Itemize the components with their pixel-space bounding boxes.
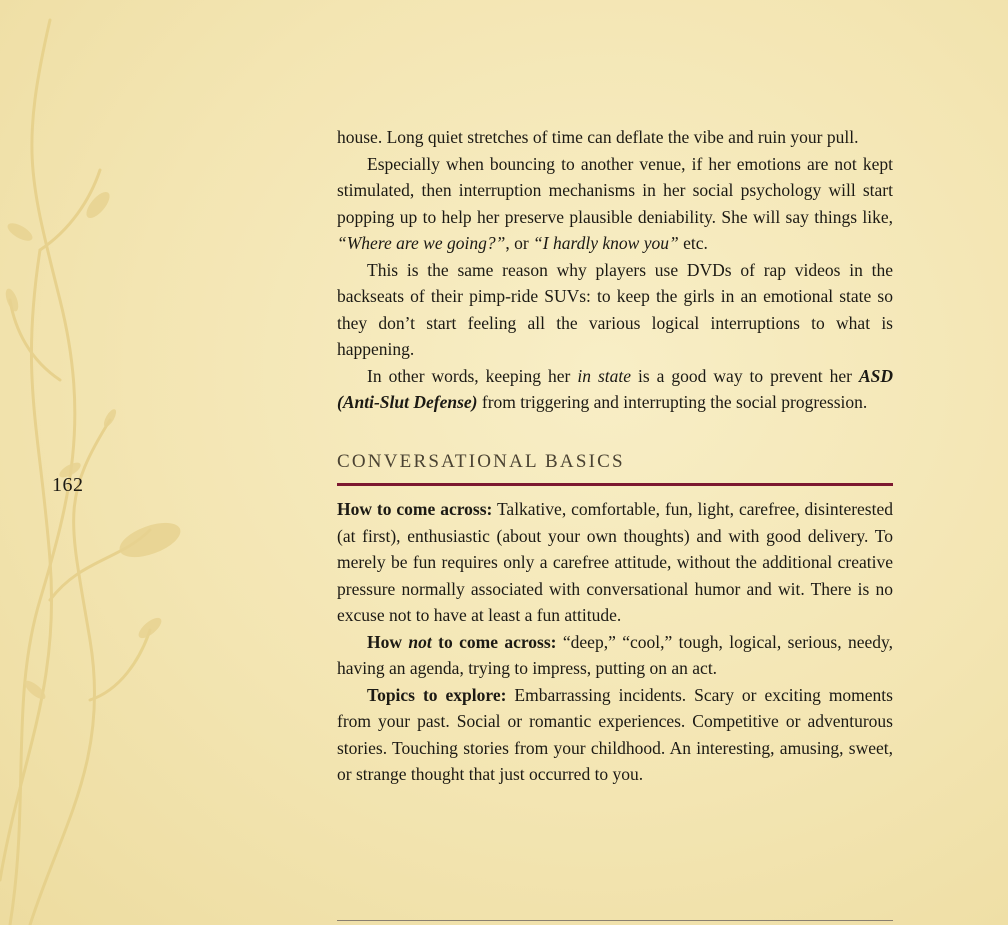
label-how-not-a: How: [367, 631, 409, 652]
section-paragraph-2-text: “deep,” “cool,” tough, logical, serious, needy, having an agenda, trying to impress, putting on an act.: [337, 631, 894, 678]
page-number: 162: [52, 474, 84, 496]
section-paragraph-3: [337, 682, 893, 788]
term-asd: ASD (Anti-Slut Defense): [337, 365, 893, 412]
section-heading: CONVERSATIONAL BASICS: [337, 449, 893, 487]
quote-where-are-we-going: “Where are we going?”: [337, 233, 506, 253]
section-paragraph-1-text: Talkative, comfortable, fun, light, carefree, disinterested (at first), enthusiastic (about your own thoughts) and with good delivery. To merely be fun requires only a carefree attitude, without the additional creative pressure normally associated with conversational humor and wit. There is no excuse not to have at least a fun attitude.: [337, 499, 893, 625]
intro-paragraph-4-text-c: from triggering and interrupting the social progression.: [477, 392, 868, 412]
emphasis-in-state: in state: [577, 365, 632, 386]
floral-vine-decoration: [0, 0, 200, 925]
label-how-not-em: not: [408, 631, 432, 652]
page-body: [337, 124, 893, 788]
intro-paragraph-2-text-a: Especially when bouncing to another venue, if her emotions are not kept stimulated, then interruption mechanisms in her social psychology will start popping up to help her preserve plausible deniability. She will say things like,: [337, 153, 893, 227]
intro-paragraph-2: [337, 151, 893, 257]
bottom-divider: [337, 920, 893, 921]
intro-paragraph-2-text-b: , or: [505, 233, 534, 253]
intro-paragraph-4: [337, 363, 893, 416]
intro-paragraph-4-text-b: is a good way to prevent her: [631, 365, 859, 386]
quote-i-hardly-know-you: “I hardly know you”: [533, 233, 679, 253]
intro-paragraph-1: house. Long quiet stretches of time can deflate the vibe and ruin your pull.: [337, 127, 859, 147]
intro-paragraph-2-text-c: etc.: [678, 233, 708, 253]
label-topics-to-explore: Topics to explore:: [367, 684, 507, 705]
section-paragraph-1: [337, 496, 893, 629]
intro-paragraph-4-text-a: In other words, keeping her: [367, 365, 578, 386]
intro-paragraph-3: This is the same reason why players use DVDs of rap videos in the backseats of their pimp-ride SUVs: to keep the girls in an emotional state so they don’t start feeling all the various logical interruptions to what is happening.: [337, 259, 893, 359]
section-paragraph-2: [337, 629, 893, 682]
label-how-to-come-across: How to come across:: [337, 499, 493, 519]
label-how-not-b: to come across:: [431, 631, 557, 652]
section-paragraph-3-text: Embarrassing incidents. Scary or exciting moments from your past. Social or romantic experiences. Competitive or adventurous stories. Touching stories from your childhood. An interesting, amusing, sweet, or strange thought that just occurred to you.: [337, 684, 893, 784]
